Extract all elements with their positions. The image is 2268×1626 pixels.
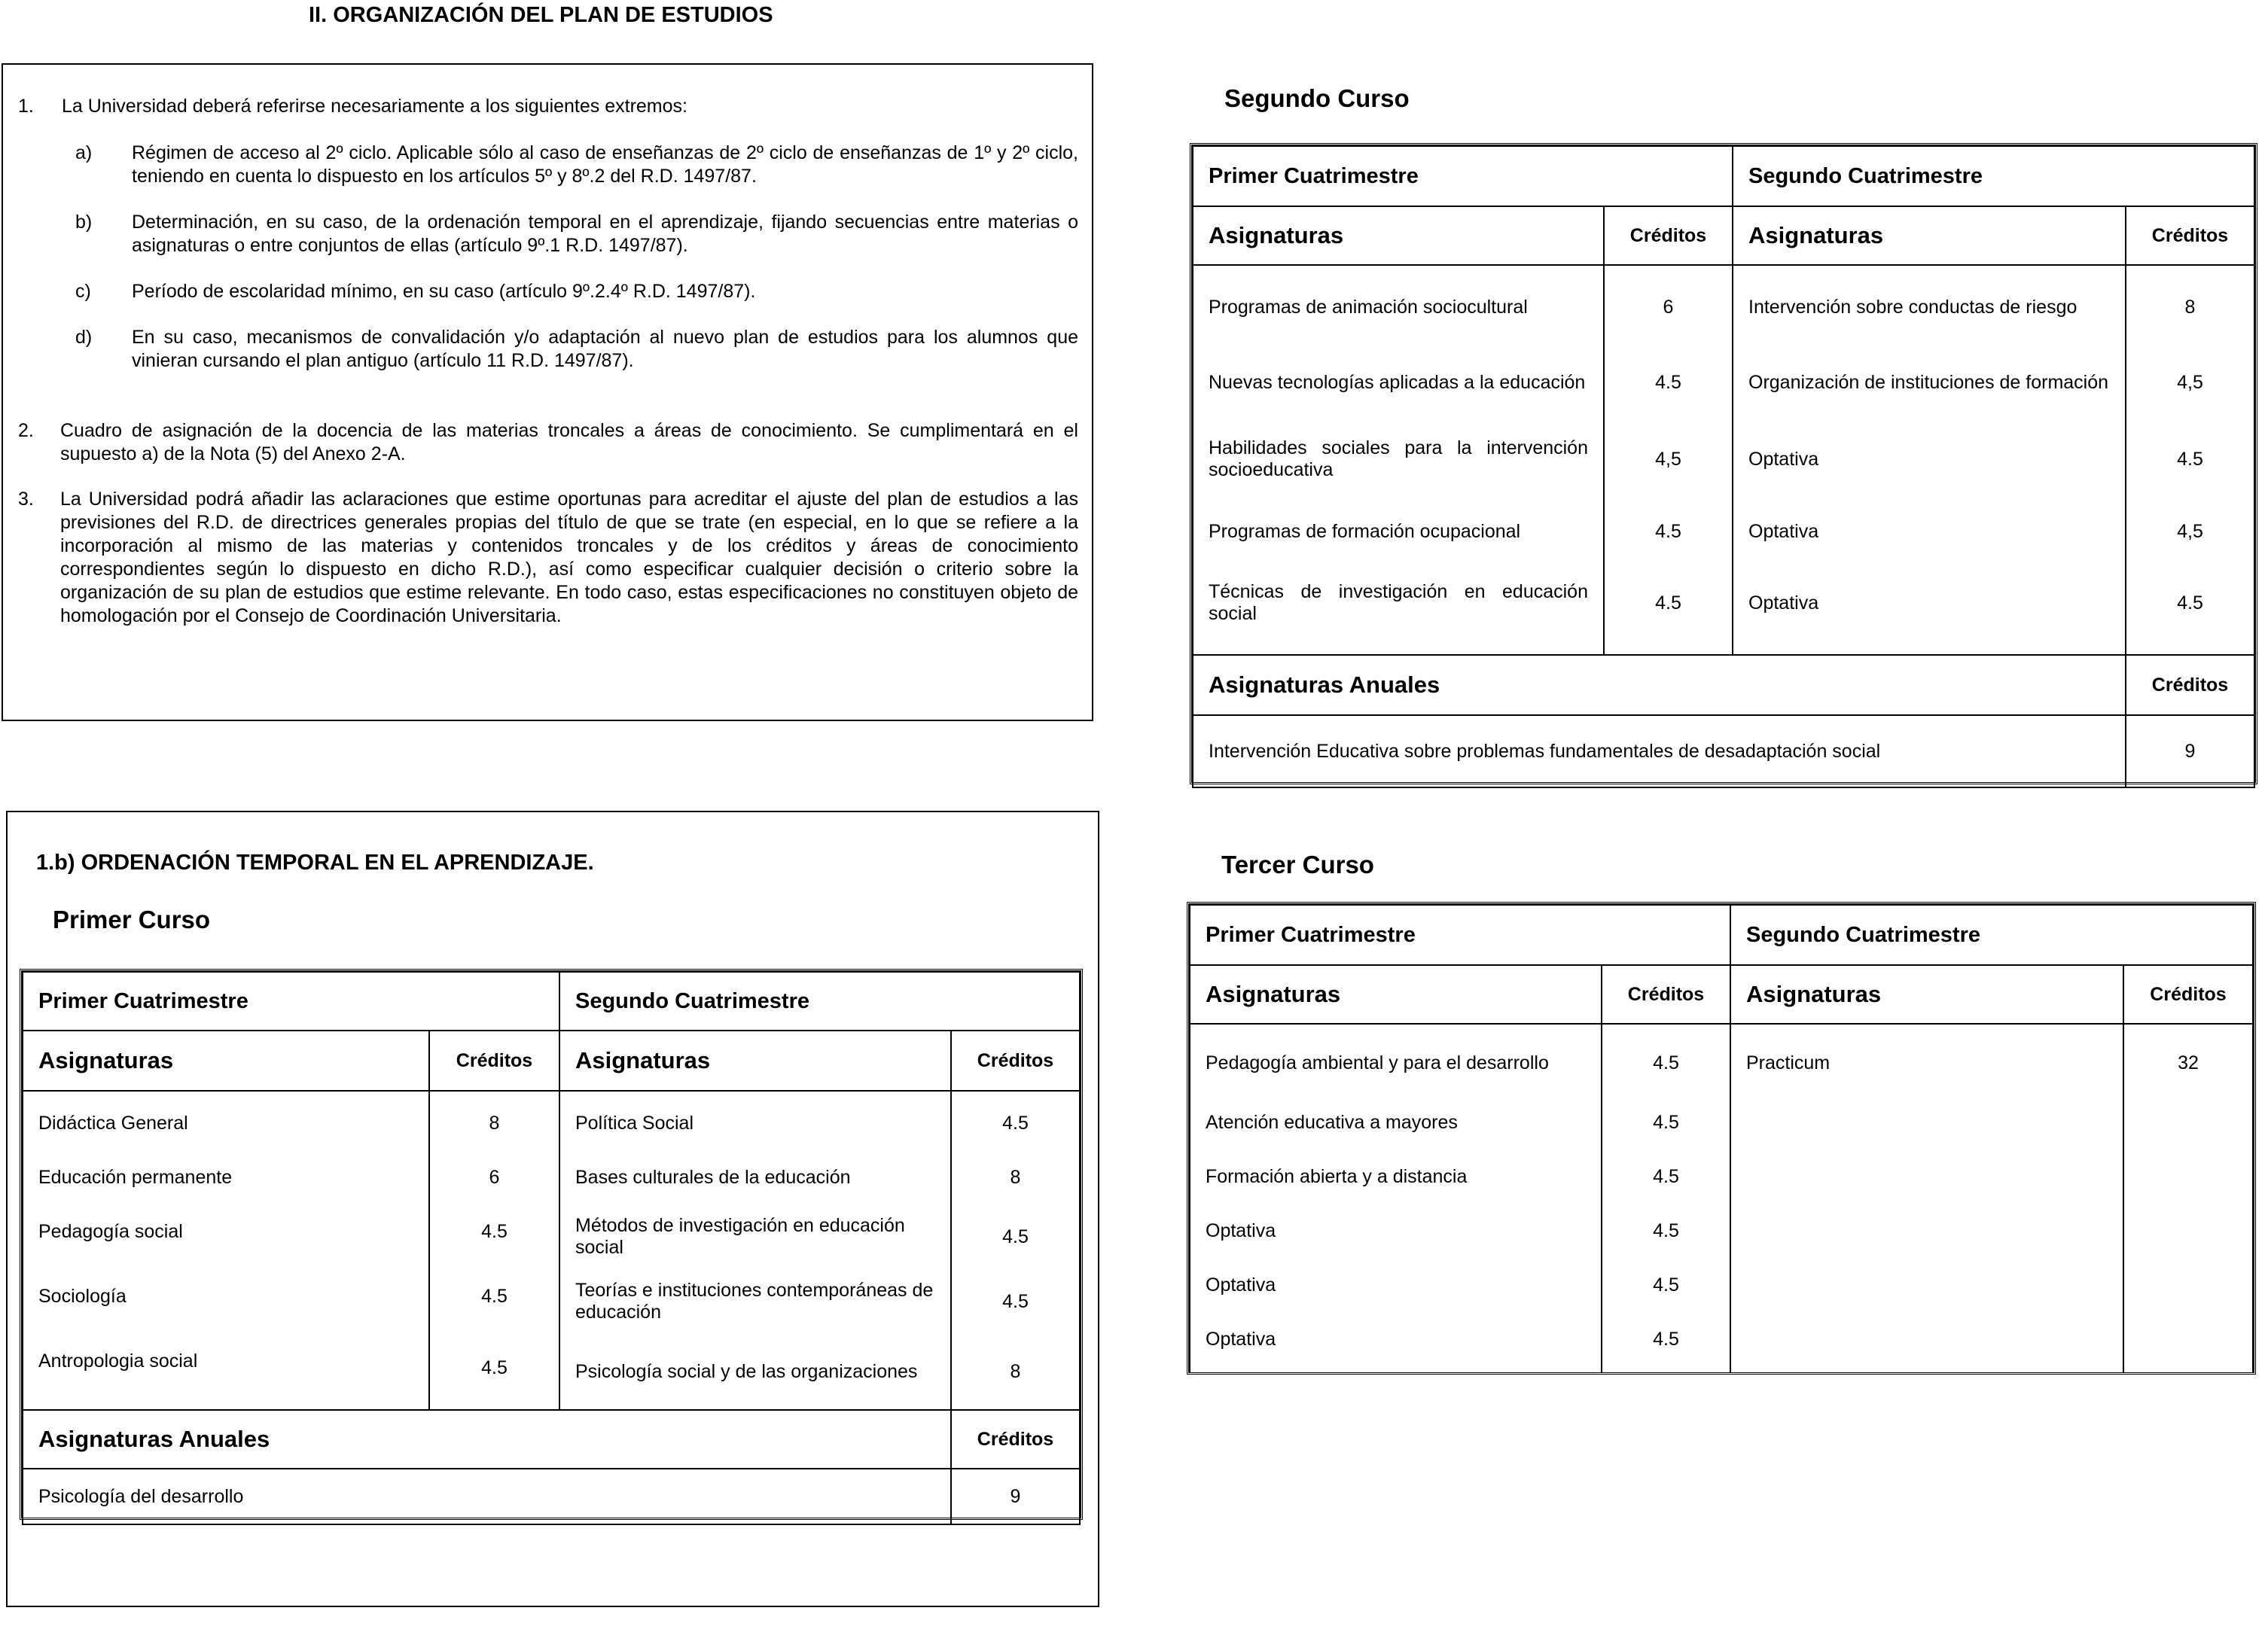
subitem-d-letter: d) — [75, 327, 93, 348]
second-term-subject-list — [1746, 1031, 2108, 1095]
first-term-credit-list — [1602, 1031, 1730, 1366]
page-title: II. ORGANIZACIÓN DEL PLAN DE ESTUDIOS — [309, 3, 773, 27]
subject-credits: 6 — [1663, 296, 1674, 318]
primer-curso-title: Primer Curso — [53, 906, 211, 933]
first-term-credit-list — [430, 1096, 559, 1402]
subject-name: Pedagogía ambiental y para el desarrollo — [1206, 1052, 1549, 1073]
segundo-curso-table — [1190, 143, 2257, 784]
subject-name: Métodos de investigación en educación social — [575, 1215, 905, 1258]
subject-credits: 4.5 — [1653, 1274, 1679, 1296]
item-1-number: 1. — [18, 96, 34, 117]
section-b-title: 1.b) ORDENACIÓN TEMPORAL EN EL APRENDIZAJE. — [36, 851, 594, 875]
subjects-header: Asignaturas — [1733, 206, 2126, 265]
credits-header: Créditos — [2126, 206, 2254, 265]
first-term-header: Primer Cuatrimestre — [1190, 905, 1730, 965]
item-2-text: Cuadro de asignación de la docencia de las materias troncales a áreas de conocimiento. Se cumplimentará en el supuesto a) de la Nota (5) del Anexo 2-A. — [60, 420, 1078, 464]
segundo-curso-title: Segundo Curso — [1224, 84, 1410, 112]
subject-name: Sociología — [38, 1285, 127, 1307]
annual-subject-name: Psicología del desarrollo — [23, 1469, 951, 1524]
subject-name: Psicología social y de las organizaciones — [575, 1360, 918, 1382]
first-term-header: Primer Cuatrimestre — [23, 972, 559, 1031]
subject-credits: 4,5 — [2177, 520, 2203, 542]
subject-name: Pedagogía social — [38, 1220, 183, 1242]
credits-header: Créditos — [2123, 965, 2253, 1024]
subject-name: Política Social — [575, 1112, 694, 1134]
second-term-header: Segundo Cuatrimestre — [559, 972, 1080, 1031]
subitem-c-text: Período de escolaridad mínimo, en su caso (artículo 9º.2.4º R.D. 1497/87). — [132, 281, 756, 302]
first-term-subject-list — [1206, 1031, 1586, 1366]
credits-header: Créditos — [2126, 655, 2254, 715]
subject-credits: 4.5 — [481, 1357, 508, 1378]
credits-header: Créditos — [429, 1031, 559, 1091]
subject-name: Formación abierta y a distancia — [1206, 1165, 1468, 1187]
subject-name: Programas de animación sociocultural — [1209, 296, 1528, 318]
subject-name: Bases culturales de la educación — [575, 1166, 851, 1188]
subject-name: Educación permanente — [38, 1166, 233, 1188]
subject-name: Optativa — [1206, 1274, 1276, 1296]
tercer-curso-table — [1187, 902, 2256, 1375]
subject-credits: 6 — [489, 1166, 500, 1188]
first-term-subject-list — [1209, 270, 1588, 641]
subitem-a-letter: a) — [75, 142, 93, 163]
subject-name: Practicum — [1746, 1052, 1831, 1073]
second-term-subject-list — [1748, 270, 2110, 641]
subject-credits: 4.5 — [1653, 1052, 1679, 1073]
subjects-header: Asignaturas — [1730, 965, 2123, 1024]
annual-subject-credits: 9 — [2126, 715, 2254, 787]
subject-credits: 4.5 — [1653, 1328, 1679, 1350]
primer-curso-table — [20, 969, 1083, 1520]
subject-credits: 4.5 — [1002, 1226, 1029, 1247]
subject-credits: 8 — [1010, 1360, 1021, 1382]
second-term-header: Segundo Cuatrimestre — [1730, 905, 2253, 965]
credits-header: Créditos — [1604, 206, 1733, 265]
subject-credits: 8 — [1010, 1166, 1021, 1188]
subject-name: Optativa — [1206, 1220, 1276, 1241]
subject-credits: 4,5 — [2177, 371, 2203, 393]
item-1-text: La Universidad deberá referirse necesariamente a los siguientes extremos: — [62, 96, 687, 117]
subject-name: Teorías e instituciones contemporáneas de educación — [575, 1280, 934, 1323]
subject-credits: 4.5 — [2177, 448, 2203, 470]
subject-credits: 4.5 — [1655, 592, 1681, 614]
subject-credits: 8 — [2184, 296, 2196, 318]
subject-name: Programas de formación ocupacional — [1209, 520, 1521, 542]
item-3-number: 3. — [18, 489, 34, 510]
subject-credits: 4.5 — [481, 1220, 508, 1242]
subject-credits: 4.5 — [1653, 1220, 1679, 1241]
subject-credits: 4.5 — [481, 1285, 508, 1307]
subject-name: Técnicas de investigación en educación social — [1209, 581, 1588, 624]
annual-header: Asignaturas Anuales — [1193, 655, 2126, 715]
subitem-d-text: En su caso, mecanismos de convalidación y/o adaptación al nuevo plan de estudios para los alumnos que vinieran cursando el plan antiguo (artículo 11 R.D. 1497/87). — [132, 327, 1078, 371]
credits-header: Créditos — [1602, 965, 1730, 1024]
subject-credits: 32 — [2178, 1052, 2199, 1073]
subject-name: Atención educativa a mayores — [1206, 1111, 1458, 1133]
subitem-c-letter: c) — [75, 281, 91, 302]
subitem-a-text: Régimen de acceso al 2º ciclo. Aplicable sólo al caso de enseñanzas de 2º ciclo de enseñanzas de 1º y 2º ciclo, teniendo en cuenta lo dispuesto en los artículos 5º y 8º.2 del R.D. 1497/87. — [132, 142, 1078, 187]
subject-name: Antropologia social — [38, 1350, 198, 1372]
subitem-b-letter: b) — [75, 212, 93, 233]
second-term-header: Segundo Cuatrimestre — [1733, 146, 2254, 206]
first-term-subject-list — [38, 1096, 413, 1388]
subject-name: Optativa — [1748, 448, 1819, 470]
annual-subject-name: Intervención Educativa sobre problemas fundamentales de desadaptación social — [1193, 715, 2126, 787]
subject-name: Organización de instituciones de formación — [1748, 371, 2109, 393]
subject-credits: 4.5 — [1002, 1112, 1029, 1134]
subjects-header: Asignaturas — [23, 1031, 429, 1091]
subject-credits: 4,5 — [1655, 448, 1681, 470]
subject-name: Didáctica General — [38, 1112, 188, 1134]
subject-credits: 4.5 — [1002, 1290, 1029, 1312]
credits-header: Créditos — [951, 1031, 1080, 1091]
annual-subject-credits: 9 — [951, 1469, 1080, 1524]
credits-header: Créditos — [951, 1410, 1080, 1469]
subjects-header: Asignaturas — [1193, 206, 1604, 265]
first-term-header: Primer Cuatrimestre — [1193, 146, 1733, 206]
annual-header: Asignaturas Anuales — [23, 1410, 951, 1469]
item-2-number: 2. — [18, 420, 34, 441]
subject-name: Optativa — [1748, 520, 1819, 542]
subitem-b-text: Determinación, en su caso, de la ordenación temporal en el aprendizaje, fijando secuencias entre materias o asignaturas o entre conjuntos de ellas (artículo 9º.1 R.D. 1497/87). — [132, 212, 1078, 256]
item-3-text: La Universidad podrá añadir las aclaraciones que estime oportunas para acreditar el ajuste del plan de estudios a las previsiones del R.D. de directrices generales propias del título de que se trate (en especial, en lo que se refiere a la incorporación al mismo de las materias y contenidos troncales y de los créditos y áreas de conocimiento correspondientes según lo dispuesto en dicho R.D.), así como especificar cualquier decisión o criterio sobre la organización de su plan de estudios que estime relevante. En todo caso, estas especificaciones no constituyen objeto de homologación por el Consejo de Coordinación Universitaria. — [60, 489, 1078, 626]
first-term-credit-list — [1605, 270, 1732, 641]
subject-name: Habilidades sociales para la intervención socioeducativa — [1209, 437, 1588, 480]
subject-name: Intervención sobre conductas de riesgo — [1748, 296, 2077, 318]
subject-credits: 4.5 — [1655, 520, 1681, 542]
tercer-curso-title: Tercer Curso — [1221, 851, 1374, 878]
subject-credits: 4.5 — [1655, 371, 1681, 393]
subjects-header: Asignaturas — [559, 1031, 951, 1091]
second-term-credit-list — [2124, 1031, 2252, 1095]
subject-credits: 4.5 — [1653, 1165, 1679, 1187]
subject-name: Optativa — [1206, 1328, 1276, 1350]
subjects-header: Asignaturas — [1190, 965, 1602, 1024]
second-term-subject-list — [575, 1096, 935, 1409]
subject-name: Nuevas tecnologías aplicadas a la educación — [1209, 371, 1586, 393]
subject-credits: 4.5 — [1653, 1111, 1679, 1133]
subject-name: Optativa — [1748, 592, 1819, 614]
second-term-credit-list — [952, 1096, 1079, 1409]
subject-credits: 4.5 — [2177, 592, 2203, 614]
second-term-credit-list — [2126, 270, 2254, 641]
subject-credits: 8 — [489, 1112, 500, 1134]
